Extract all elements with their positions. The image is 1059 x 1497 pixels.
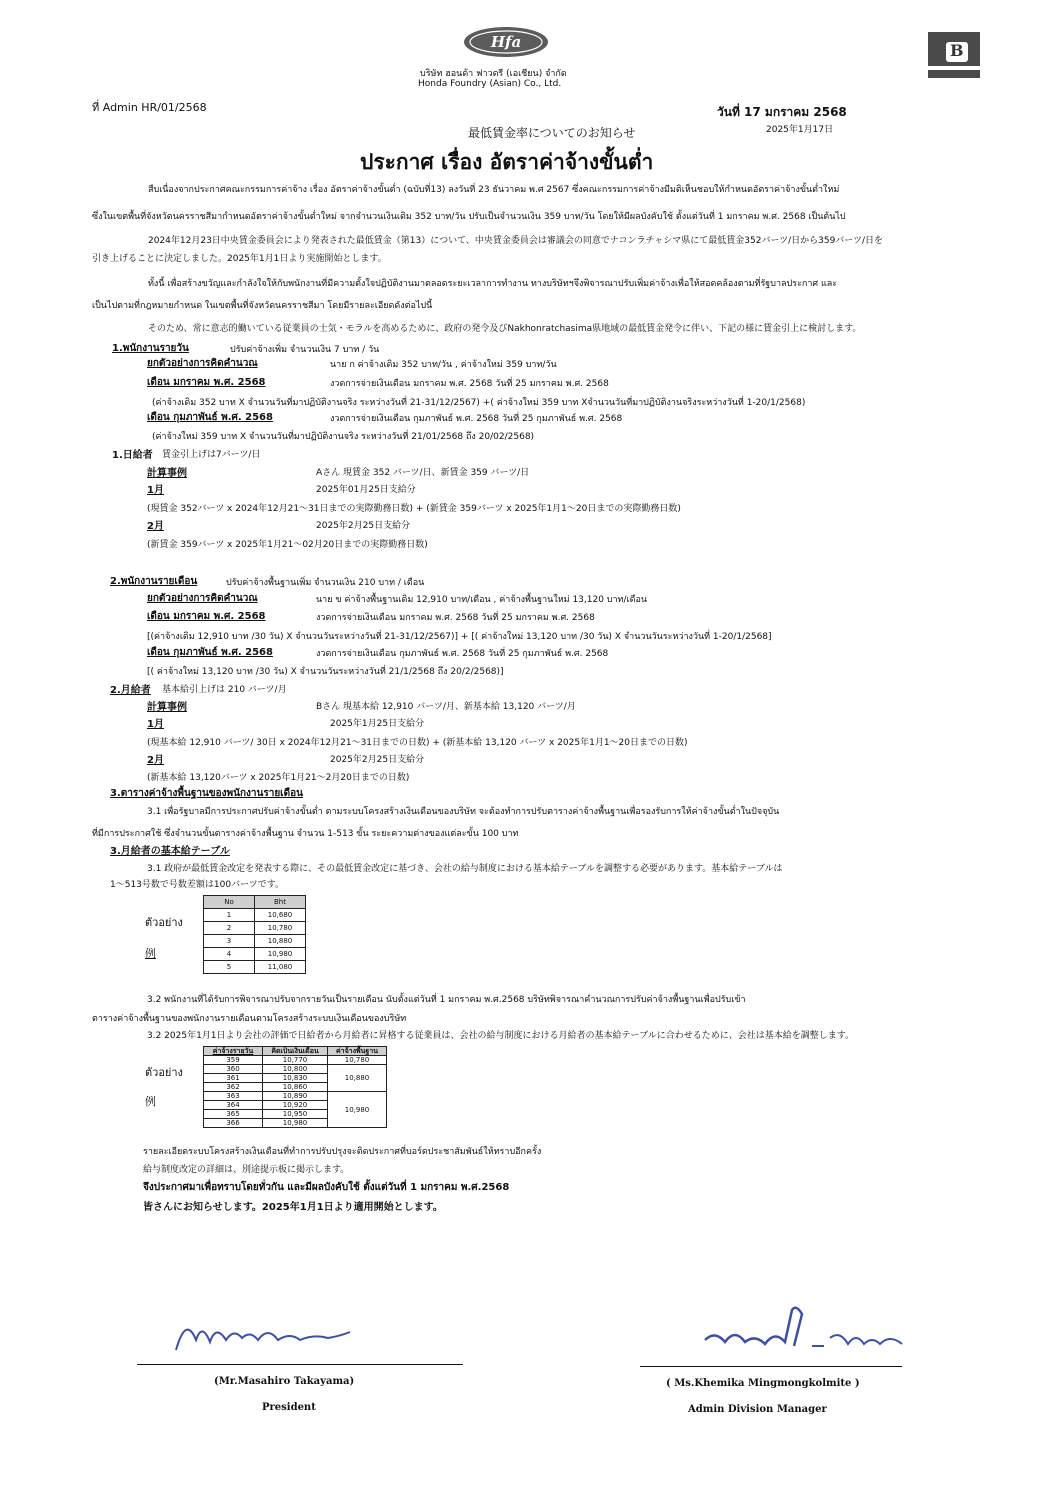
table-cell: 5: [204, 961, 255, 974]
document-date-th: วันที่ 17 มกราคม 2568: [717, 105, 847, 119]
section3-para2-b: ตารางค่าจ้างพื้นฐานของพนักงานรายเดือนตามโครงสร้างระบบเงินเดือนของบริษัท: [92, 1014, 407, 1024]
table-row: [204, 935, 306, 948]
table-cell: 3: [204, 935, 255, 948]
closing-line-3: จึงประกาศมาเพื่อทราบโดยทั่วกัน และมีผลบังคับใช้ ตั้งแต่วันที่ 1 มกราคม พ.ศ.2568: [143, 1182, 510, 1193]
example-label-jp-2: 例: [145, 1095, 156, 1108]
section3-para1-a: 3.1 เพื่อรัฐบาลมีการประกาศปรับค่าจ้างขั้นต่ำ ตามระบบโครงสร้างเงินเดือนของบริษัท จะต้องทำการปรับตารางค่าจ้างพื้นฐานเพื่อรองรับการให้ค่าจ้างขั้นต่ำในปัจจุบัน: [147, 807, 780, 817]
monthly-heading-rest: ปรับค่าจ้างพื้นฐานเพิ่ม จำนวนเงิน 210 บาท / เดือน: [226, 578, 425, 588]
daily-jan-formula: (ค่าจ้างเดิม 352 บาท X จำนวนวันที่มาปฏิบัติงานจริง ระหว่างวันที่ 21-31/12/2567) +( ค่าจ้างใหม่ 359 บาท Xจำนวนวันที่มาปฏิบัติงานจริงระหว่างวันที่ 1-20/1/2568): [152, 398, 806, 408]
table-row: [204, 948, 306, 961]
table-cell: 10,780: [255, 922, 306, 935]
table-cell: 364: [204, 1101, 263, 1110]
table-cell: 10,950: [263, 1110, 328, 1119]
table-cell: 359: [204, 1056, 263, 1065]
company-name-th: บริษัท ฮอนด้า ฟาวดรี (เอเชียน) จำกัด: [420, 69, 567, 79]
table-cell: 10,890: [263, 1092, 328, 1101]
monthly-feb-formula: [( ค่าจ้างใหม่ 13,120 บาท /30 วัน) X จำนวนวันระหว่างวันที่ 21/1/2568 ถึง 20/2/2568)]: [147, 667, 504, 677]
president-name: (Mr.Masahiro Takayama): [214, 1376, 355, 1387]
monthly-jp-heading-rest: 基本給引上げは 210 バーツ/月: [162, 685, 287, 695]
table-header-cell: คิดเป็นเงินเดือน: [263, 1047, 328, 1056]
table-row: [204, 1065, 387, 1074]
daily-jp-calc-label: 計算事例: [147, 468, 187, 479]
table-row: [204, 922, 306, 935]
daily-jp-heading: 1.日給者: [112, 450, 153, 461]
table-header-cell: No: [204, 896, 255, 909]
table-cell: 10,770: [263, 1056, 328, 1065]
reference-number: ที่ Admin HR/01/2568: [92, 101, 207, 114]
daily-jp-m2-formula: (新賃金 359バーツ x 2025年1月21～02月20日までの実際勤務日数): [147, 540, 428, 550]
table-cell: 10,860: [263, 1083, 328, 1092]
title-jp: 最低賃金率についてのお知らせ: [468, 126, 636, 140]
daily-jp-m2-label: 2月: [147, 521, 164, 532]
daily-example-label: ยกตัวอย่างการคิดคำนวณ: [147, 358, 258, 369]
table-cell: 10,800: [263, 1065, 328, 1074]
table-cell: 10,880: [255, 935, 306, 948]
monthly-jp-m1-formula: (現基本給 12,910 バーツ/ 30日 x 2024年12月21～31日までの日数) + (新基本給 13,120 バーツ x 2025年1月1～20日までの日数): [147, 738, 688, 748]
daily-jp-m1-formula: (現賃金 352バーツ x 2024年12月21～31日までの実際勤務日数) + (新賃金 359バーツ x 2025年1月1～20日までの実際勤務日数): [147, 504, 681, 514]
table-row: [204, 961, 306, 974]
manager-title: Admin Division Manager: [688, 1404, 827, 1415]
table-cell: 10,680: [255, 909, 306, 922]
company-logo: [463, 26, 549, 58]
section3-para2-a: 3.2 พนักงานที่ได้รับการพิจารณาปรับจากรายวันเป็นรายเดือน นับตั้งแต่วันที่ 1 มกราคม พ.ศ.2568 บริษัทพิจารณาคำนวณการปรับค่าจ้างพื้นฐานเพื่อปรับเข้า: [147, 995, 746, 1005]
intro-line-5: ทั้งนี้ เพื่อสร้างขวัญและกำลังใจให้กับพนักงานที่มีความตั้งใจปฏิบัติงานมาตลอดระยะเวลาการทำงาน ทางบริษัทฯจึงพิจารณาปรับเพิ่มค่าจ้างเพื่อให้สอดคล้องตามที่รัฐบาลประกาศ และ: [148, 279, 838, 289]
table-header-row: [204, 1047, 387, 1056]
signature-line-right: [640, 1366, 902, 1367]
section3-jp-para1-b: 1～513号数で号数差額は100バーツです。: [110, 880, 285, 890]
monthly-jp-m2-label: 2月: [147, 755, 164, 766]
daily-jp-heading-rest: 賃金引上げは7バーツ/日: [162, 450, 261, 460]
section3-jp-para1-a: 3.1 政府が最低賃金改定を発表する際に、その最低賃金改定に基づき、会社の給与制度における基本給テーブルを調整する必要があります。基本給テーブルは: [147, 864, 783, 874]
title-th: ประกาศ เรื่อง อัตราค่าจ้างขั้นต่ำ: [360, 150, 654, 174]
corner-logo: [928, 32, 980, 78]
document-date-jp: 2025年1月17日: [766, 125, 834, 135]
monthly-jp-heading: 2.月給者: [110, 685, 151, 696]
table-cell: 365: [204, 1110, 263, 1119]
daily-feb-label: เดือน กุมภาพันธ์ พ.ศ. 2568: [147, 412, 273, 423]
example-label-th-2: ตัวอย่าง: [145, 1066, 183, 1079]
table-cell: 10,830: [263, 1074, 328, 1083]
corner-logo-letter: B: [950, 41, 964, 60]
daily-feb-formula: (ค่าจ้างใหม่ 359 บาท X จำนวนวันที่มาปฏิบัติงานจริง ระหว่างวันที่ 21/01/2568 ถึง 20/02/2568): [152, 432, 535, 442]
monthly-jan-formula: [(ค่าจ้างเดิม 12,910 บาท /30 วัน) X จำนวนวันระหว่างวันที่ 21-31/12/2567)] + [( ค่าจ้างใหม่ 13,120 บาท /30 วัน) X จำนวนวันระหว่างวันที่ 1-20/1/2568]: [147, 632, 772, 642]
table-cell: 10,980: [328, 1092, 387, 1128]
monthly-feb-text: งวดการจ่ายเงินเดือน กุมภาพันธ์ พ.ศ. 2568 วันที่ 25 กุมภาพันธ์ พ.ศ. 2568: [316, 649, 609, 659]
monthly-jp-m1-text: 2025年1月25日支給分: [330, 719, 425, 729]
table-cell: 363: [204, 1092, 263, 1101]
president-signature: [168, 1310, 358, 1360]
table-row: [204, 1092, 387, 1101]
table-cell: 10,980: [255, 948, 306, 961]
section3-jp-heading: 3.月給者の基本給テーブル: [110, 846, 230, 857]
intro-line-4: 引き上げることに決定しました。2025年1月1日より実施開始とします。: [92, 254, 387, 264]
table-cell: 11,080: [255, 961, 306, 974]
daily-jp-m1-text: 2025年01月25日支給分: [316, 485, 416, 495]
section3-heading: 3.ตารางค่าจ้างพื้นฐานของพนักงานรายเดือน: [110, 788, 303, 799]
salary-step-table: [203, 895, 306, 974]
closing-line-4: 皆さんにお知らせします。2025年1月1日より適用開始とします。: [143, 1202, 443, 1213]
table-row: [204, 1056, 387, 1065]
section3-jp-para2: 3.2 2025年1月1日より会社の評価で日給者から月給者に昇格する従業員は、会社の給与制度における月給者の基本給テーブルに合わせるために、会社は基本給を調整します。: [147, 1031, 855, 1041]
monthly-heading: 2.พนักงานรายเดือน: [110, 576, 198, 587]
monthly-jan-text: งวดการจ่ายเงินเดือน มกราคม พ.ศ. 2568 วันที่ 25 มกราคม พ.ศ. 2568: [316, 613, 595, 623]
intro-line-1: สืบเนื่องจากประกาศคณะกรรมการค่าจ้าง เรื่อง อัตราค่าจ้างขั้นต่ำ (ฉบับที่13) ลงวันที่ 23 ธันวาคม พ.ศ 2567 ซึ่งคณะกรรมการค่าจ้างมีมติเห็นชอบให้กำหนดอัตราค่าจ้างขั้นต่ำใหม่: [148, 185, 840, 195]
table-cell: 10,780: [328, 1056, 387, 1065]
monthly-jp-m1-label: 1月: [147, 719, 164, 730]
daily-heading-rest: ปรับค่าจ้างเพิ่ม จำนวนเงิน 7 บาท / วัน: [230, 345, 380, 355]
intro-line-3: 2024年12月23日中央賃金委員会により発表された最低賃金（第13）について、中央賃金委員会は審議会の同意でナコンラチャシマ県にて最低賃金352バーツ/日から359バーツ/日を: [148, 236, 883, 246]
table-header-cell: ค่าจ้างพื้นฐาน: [328, 1047, 387, 1056]
example-label-th-1: ตัวอย่าง: [145, 916, 183, 929]
monthly-jp-m2-formula: (新基本給 13,120バーツ x 2025年1月21～2月20日までの日数): [147, 773, 410, 783]
table-cell: 1: [204, 909, 255, 922]
table-cell: 360: [204, 1065, 263, 1074]
table-cell: 10,980: [263, 1119, 328, 1128]
daily-to-monthly-table: [203, 1046, 387, 1128]
daily-jp-m1-label: 1月: [147, 485, 164, 496]
table-cell: 366: [204, 1119, 263, 1128]
daily-example-text: นาย ก ค่าจ้างเดิม 352 บาท/วัน , ค่าจ้างใหม่ 359 บาท/วัน: [330, 360, 557, 370]
monthly-jp-m2-text: 2025年2月25日支給分: [330, 755, 425, 765]
table-cell: 2: [204, 922, 255, 935]
table-row: [204, 909, 306, 922]
daily-feb-text: งวดการจ่ายเงินเดือน กุมภาพันธ์ พ.ศ. 2568 วันที่ 25 กุมภาพันธ์ พ.ศ. 2568: [330, 414, 623, 424]
section3-para1-b: ที่มีการประกาศใช้ ซึ่งจำนวนขั้นตารางค่าจ้างพื้นฐาน จำนวน 1-513 ขั้น ระยะความต่างของแต่ละขั้น 100 บาท: [92, 829, 519, 839]
intro-line-6: เป็นไปตามที่กฎหมายกำหนด ในเขตพื้นที่จังหวัดนครราชสีมา โดยมีรายละเอียดดังต่อไปนี้: [92, 301, 433, 311]
intro-line-7: そのため、常に意志的働いている従業員の士気・モラルを高めるために、政府の発令及びNakhonratchasima県地域の最低賃金発令に伴い、下記の様に賃金引上に検討します。: [148, 324, 862, 334]
monthly-jan-label: เดือน มกราคม พ.ศ. 2568: [147, 611, 266, 622]
closing-line-2: 給与制度改定の詳細は、別途提示板に掲示します。: [143, 1165, 350, 1175]
daily-heading: 1.พนักงานรายวัน: [112, 343, 189, 354]
signature-line-left: [137, 1364, 463, 1365]
table-header-cell: ค่าจ้างรายวัน: [204, 1047, 263, 1056]
president-title: President: [262, 1402, 316, 1413]
daily-jan-label: เดือน มกราคม พ.ศ. 2568: [147, 377, 266, 388]
logo-text: Hfa: [490, 33, 522, 51]
table-cell: 361: [204, 1074, 263, 1083]
table-header-row: [204, 896, 306, 909]
manager-name: ( Ms.Khemika Mingmongkolmite ): [666, 1378, 860, 1389]
monthly-feb-label: เดือน กุมภาพันธ์ พ.ศ. 2568: [147, 647, 273, 658]
table-cell: 4: [204, 948, 255, 961]
daily-jp-calc-text: Aさん 現賃金 352 バーツ/日、新賃金 359 バーツ/日: [316, 468, 530, 478]
table-cell: 10,880: [328, 1065, 387, 1092]
table-cell: 362: [204, 1083, 263, 1092]
monthly-example-text: นาย ข ค่าจ้างพื้นฐานเดิม 12,910 บาท/เดือน , ค่าจ้างพื้นฐานใหม่ 13,120 บาท/เดือน: [316, 595, 648, 605]
intro-line-2: ซึ่งในเขตพื้นที่จังหวัดนครราชสีมากำหนดอัตราค่าจ้างขั้นต่ำใหม่ จากจำนวนเงินเดิม 352 บาท/วัน ปรับเป็นจำนวนเงิน 359 บาท/วัน โดยให้มีผลบังคับใช้ ตั้งแต่วันที่ 1 มกราคม พ.ศ. 2568 เป็นต้นไป: [92, 212, 846, 222]
daily-jan-text: งวดการจ่ายเงินเดือน มกราคม พ.ศ. 2568 วันที่ 25 มกราคม พ.ศ. 2568: [330, 379, 609, 389]
company-name-en: Honda Foundry (Asian) Co., Ltd.: [418, 79, 562, 89]
monthly-example-label: ยกตัวอย่างการคิดคำนวณ: [147, 593, 258, 604]
monthly-jp-calc-label: 計算事例: [147, 702, 187, 713]
closing-line-1: รายละเอียดระบบโครงสร้างเงินเดือนที่ทำการปรับปรุงจะติดประกาศที่บอร์ดประชาสัมพันธ์ให้ทราบอีกครั้ง: [143, 1147, 542, 1157]
example-label-jp-1: 例: [145, 947, 156, 960]
monthly-jp-calc-text: Bさん 現基本給 12,910 バーツ/月、新基本給 13,120 バーツ/月: [316, 702, 576, 712]
table-header-cell: Bht: [255, 896, 306, 909]
table-cell: 10,920: [263, 1101, 328, 1110]
manager-signature: [700, 1300, 915, 1370]
daily-jp-m2-text: 2025年2月25日支給分: [316, 521, 411, 531]
